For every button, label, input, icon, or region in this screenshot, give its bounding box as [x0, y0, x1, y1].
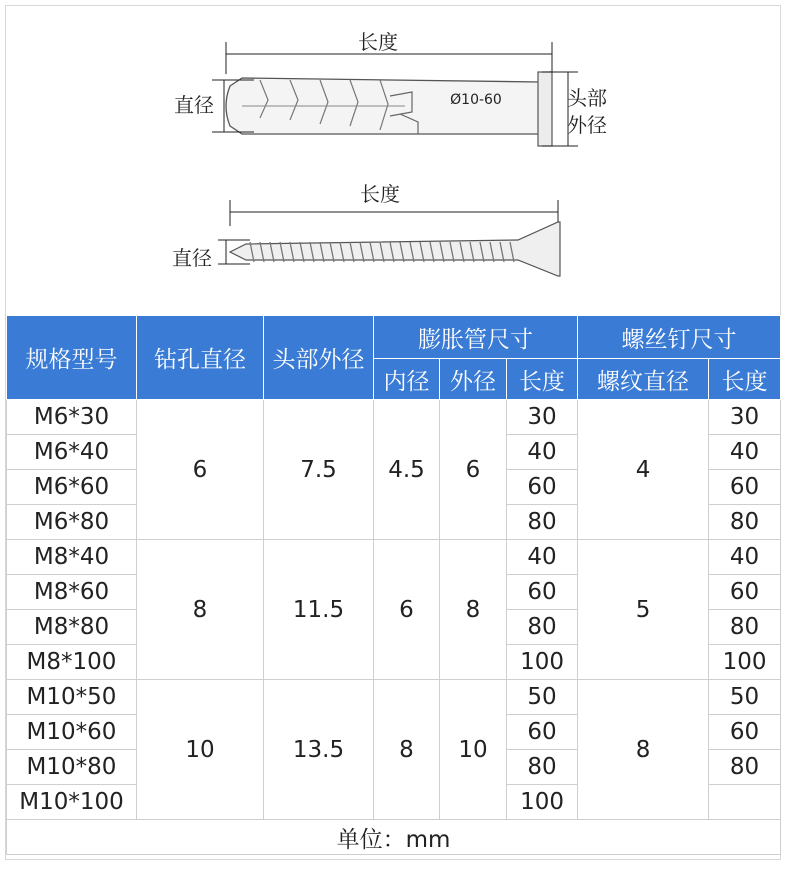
cell-model: M8*100	[7, 645, 137, 680]
cell-head-diameter: 13.5	[264, 680, 374, 820]
table-row	[7, 540, 781, 575]
header-head-diameter: 头部外径	[264, 316, 374, 400]
cell-model: M8*80	[7, 610, 137, 645]
cell-anchor-inner: 8	[374, 680, 440, 820]
cell-model: M6*40	[7, 435, 137, 470]
spec-table	[6, 315, 781, 855]
cell-screw-length: 50	[709, 680, 781, 715]
cell-anchor-length: 100	[507, 785, 578, 820]
anchor-head-label-line1: 头部	[567, 86, 607, 110]
screw-length-label: 长度	[360, 182, 400, 206]
anchor-length-label: 长度	[358, 30, 398, 54]
cell-anchor-length: 60	[507, 575, 578, 610]
anchor-marking: Ø10-60	[450, 92, 502, 108]
screw-length-dimension	[230, 182, 558, 226]
cell-model: M6*80	[7, 505, 137, 540]
table-row	[7, 400, 781, 435]
header-anchor-length: 长度	[507, 359, 578, 400]
cell-anchor-length: 30	[507, 400, 578, 435]
anchor-head-label-line2: 外径	[567, 113, 607, 137]
product-diagram	[150, 14, 620, 304]
cell-screw-length: 60	[709, 575, 781, 610]
screw-diameter-label: 直径	[172, 246, 212, 270]
cell-head-diameter: 7.5	[264, 400, 374, 540]
cell-screw-length: 80	[709, 610, 781, 645]
header-anchor-outer: 外径	[440, 359, 507, 400]
cell-screw-length: 80	[709, 750, 781, 785]
anchor-diameter-label: 直径	[174, 93, 214, 117]
cell-anchor-outer: 8	[440, 540, 507, 680]
cell-screw-length: 60	[709, 470, 781, 505]
unit-note: 单位：mm	[7, 820, 781, 855]
cell-screw-length: 100	[709, 645, 781, 680]
cell-anchor-length: 80	[507, 610, 578, 645]
cell-drill-diameter: 8	[137, 540, 264, 680]
cell-anchor-length: 60	[507, 470, 578, 505]
header-screw-thread: 螺纹直径	[578, 359, 709, 400]
cell-model: M10*60	[7, 715, 137, 750]
cell-anchor-length: 40	[507, 540, 578, 575]
cell-screw-thread: 4	[578, 400, 709, 540]
cell-anchor-length: 40	[507, 435, 578, 470]
cell-screw-length: 40	[709, 435, 781, 470]
cell-drill-diameter: 6	[137, 400, 264, 540]
cell-screw-thread: 8	[578, 680, 709, 820]
cell-anchor-length: 80	[507, 750, 578, 785]
header-model: 规格型号	[7, 316, 137, 400]
cell-model: M6*60	[7, 470, 137, 505]
header-anchor-group: 膨胀管尺寸	[374, 316, 578, 359]
cell-screw-thread: 5	[578, 540, 709, 680]
cell-model: M10*50	[7, 680, 137, 715]
cell-anchor-length: 80	[507, 505, 578, 540]
wall-anchor-illustration	[226, 72, 552, 146]
cell-screw-length: 60	[709, 715, 781, 750]
header-anchor-inner: 内径	[374, 359, 440, 400]
cell-drill-diameter: 10	[137, 680, 264, 820]
cell-screw-length: 40	[709, 540, 781, 575]
cell-anchor-outer: 10	[440, 680, 507, 820]
cell-model: M10*80	[7, 750, 137, 785]
cell-anchor-outer: 6	[440, 400, 507, 540]
cell-model: M8*60	[7, 575, 137, 610]
cell-model: M8*40	[7, 540, 137, 575]
cell-head-diameter: 11.5	[264, 540, 374, 680]
cell-anchor-length: 50	[507, 680, 578, 715]
anchor-length-dimension	[226, 30, 552, 74]
cell-anchor-length: 60	[507, 715, 578, 750]
cell-screw-length	[709, 785, 781, 820]
header-screw-group: 螺丝钉尺寸	[578, 316, 781, 359]
table-row	[7, 680, 781, 715]
cell-anchor-inner: 6	[374, 540, 440, 680]
cell-model: M6*30	[7, 400, 137, 435]
cell-screw-length: 80	[709, 505, 781, 540]
unit-row	[7, 820, 781, 855]
screw-illustration	[230, 222, 560, 276]
cell-anchor-inner: 4.5	[374, 400, 440, 540]
cell-screw-length: 30	[709, 400, 781, 435]
header-screw-length: 长度	[709, 359, 781, 400]
cell-anchor-length: 100	[507, 645, 578, 680]
header-drill-diameter: 钻孔直径	[137, 316, 264, 400]
cell-model: M10*100	[7, 785, 137, 820]
